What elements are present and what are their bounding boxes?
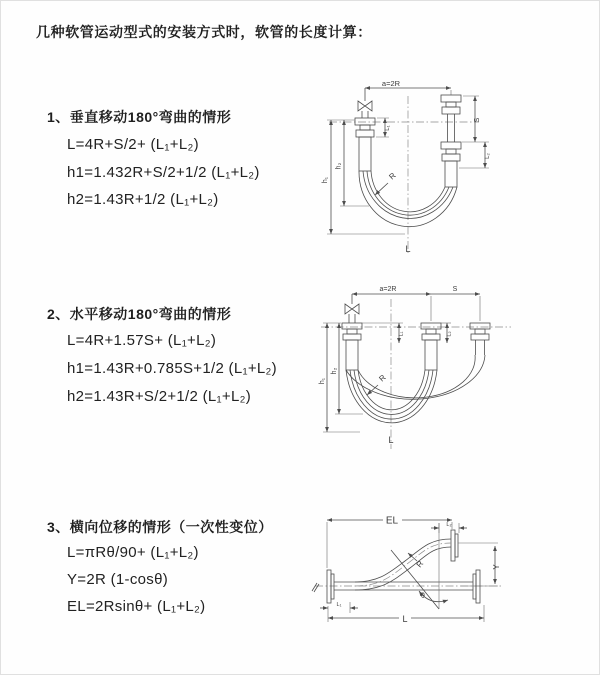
radius-label: R [377,372,388,384]
right-flange [470,323,490,340]
hose-u-bend-moved [346,355,485,399]
diagram-horizontal-bend [315,281,530,460]
l2-label: L₂ [446,522,452,528]
section-3-heading: 3、横向位移的情形（一次性变位） [47,519,273,535]
formula-line: L=4R+S/2+ (L₁+L₂) [67,136,199,153]
braided-hose-section [359,137,371,171]
h1-label: h₁ [319,377,326,385]
dim-width-label: a=2R [379,286,397,293]
formula-line: h2=1.43R+S/2+1/2 (L₁+L₂) [67,388,252,405]
el-label: EL [385,515,399,527]
right-flange-lower [441,142,461,161]
length-label: L [388,435,394,445]
phantom-right-flange [473,570,480,603]
diagram-vertical-bend [317,76,577,265]
l2-label: L₂ [446,331,453,337]
horizontal-bend-drawing [315,281,530,455]
braided-hose-section [445,161,457,187]
section-2-heading: 2、水平移动180°弯曲的情形 [47,306,232,322]
y-label: Y [492,564,501,570]
vertical-bend-drawing [317,76,577,260]
formula-line: L=4R+1.57S+ (L₁+L₂) [67,332,217,349]
formula-line: EL=2Rsinθ+ (L₁+L₂) [67,598,206,615]
page-title: 几种软管运动型式的安装方式时，软管的长度计算： [36,24,372,40]
s-label: S [474,117,481,123]
l2-label: L₂ [485,153,491,159]
valve-icon [345,304,359,314]
break-mark [312,583,319,592]
h1-label: h₁ [322,176,329,184]
diagram-lateral-displacement [311,506,511,649]
l1-label: L₁ [385,125,391,131]
braided-hose-section [346,340,358,370]
formula-line: h1=1.43R+0.785S+1/2 (L₁+L₂) [67,360,277,377]
middle-flange [421,323,441,340]
formula-line: h1=1.432R+S/2+1/2 (L₁+L₂) [67,164,260,181]
length-label: L [402,614,408,624]
lateral-displacement-drawing [311,506,511,644]
fixed-end-flange [327,570,334,603]
l1-label: L₁ [398,331,405,337]
radius-label: R [387,170,398,182]
length-label: L [405,244,411,254]
s-label: S [452,286,458,293]
radius-label: R [414,559,426,570]
hose-u-bend-near [346,370,437,423]
formula-line: L=πRθ/90+ (L₁+L₂) [67,544,199,561]
right-flange-upper [441,95,461,114]
moved-end-flange [451,530,458,561]
braided-hose-section [425,340,437,370]
section-1-heading: 1、垂直移动180°弯曲的情形 [47,109,232,125]
dim-width-label: a=2R [381,79,401,88]
theta-label: θ [421,593,425,600]
left-flange [342,323,362,340]
l1-label: L₁ [336,602,342,608]
formula-line: h2=1.43R+1/2 (L₁+L₂) [67,191,219,208]
left-flange [355,118,375,137]
h2-label: h₂ [335,162,343,170]
valve-icon [358,101,372,111]
h2-label: h₂ [331,367,338,375]
formula-line: Y=2R (1-cosθ) [67,571,169,588]
